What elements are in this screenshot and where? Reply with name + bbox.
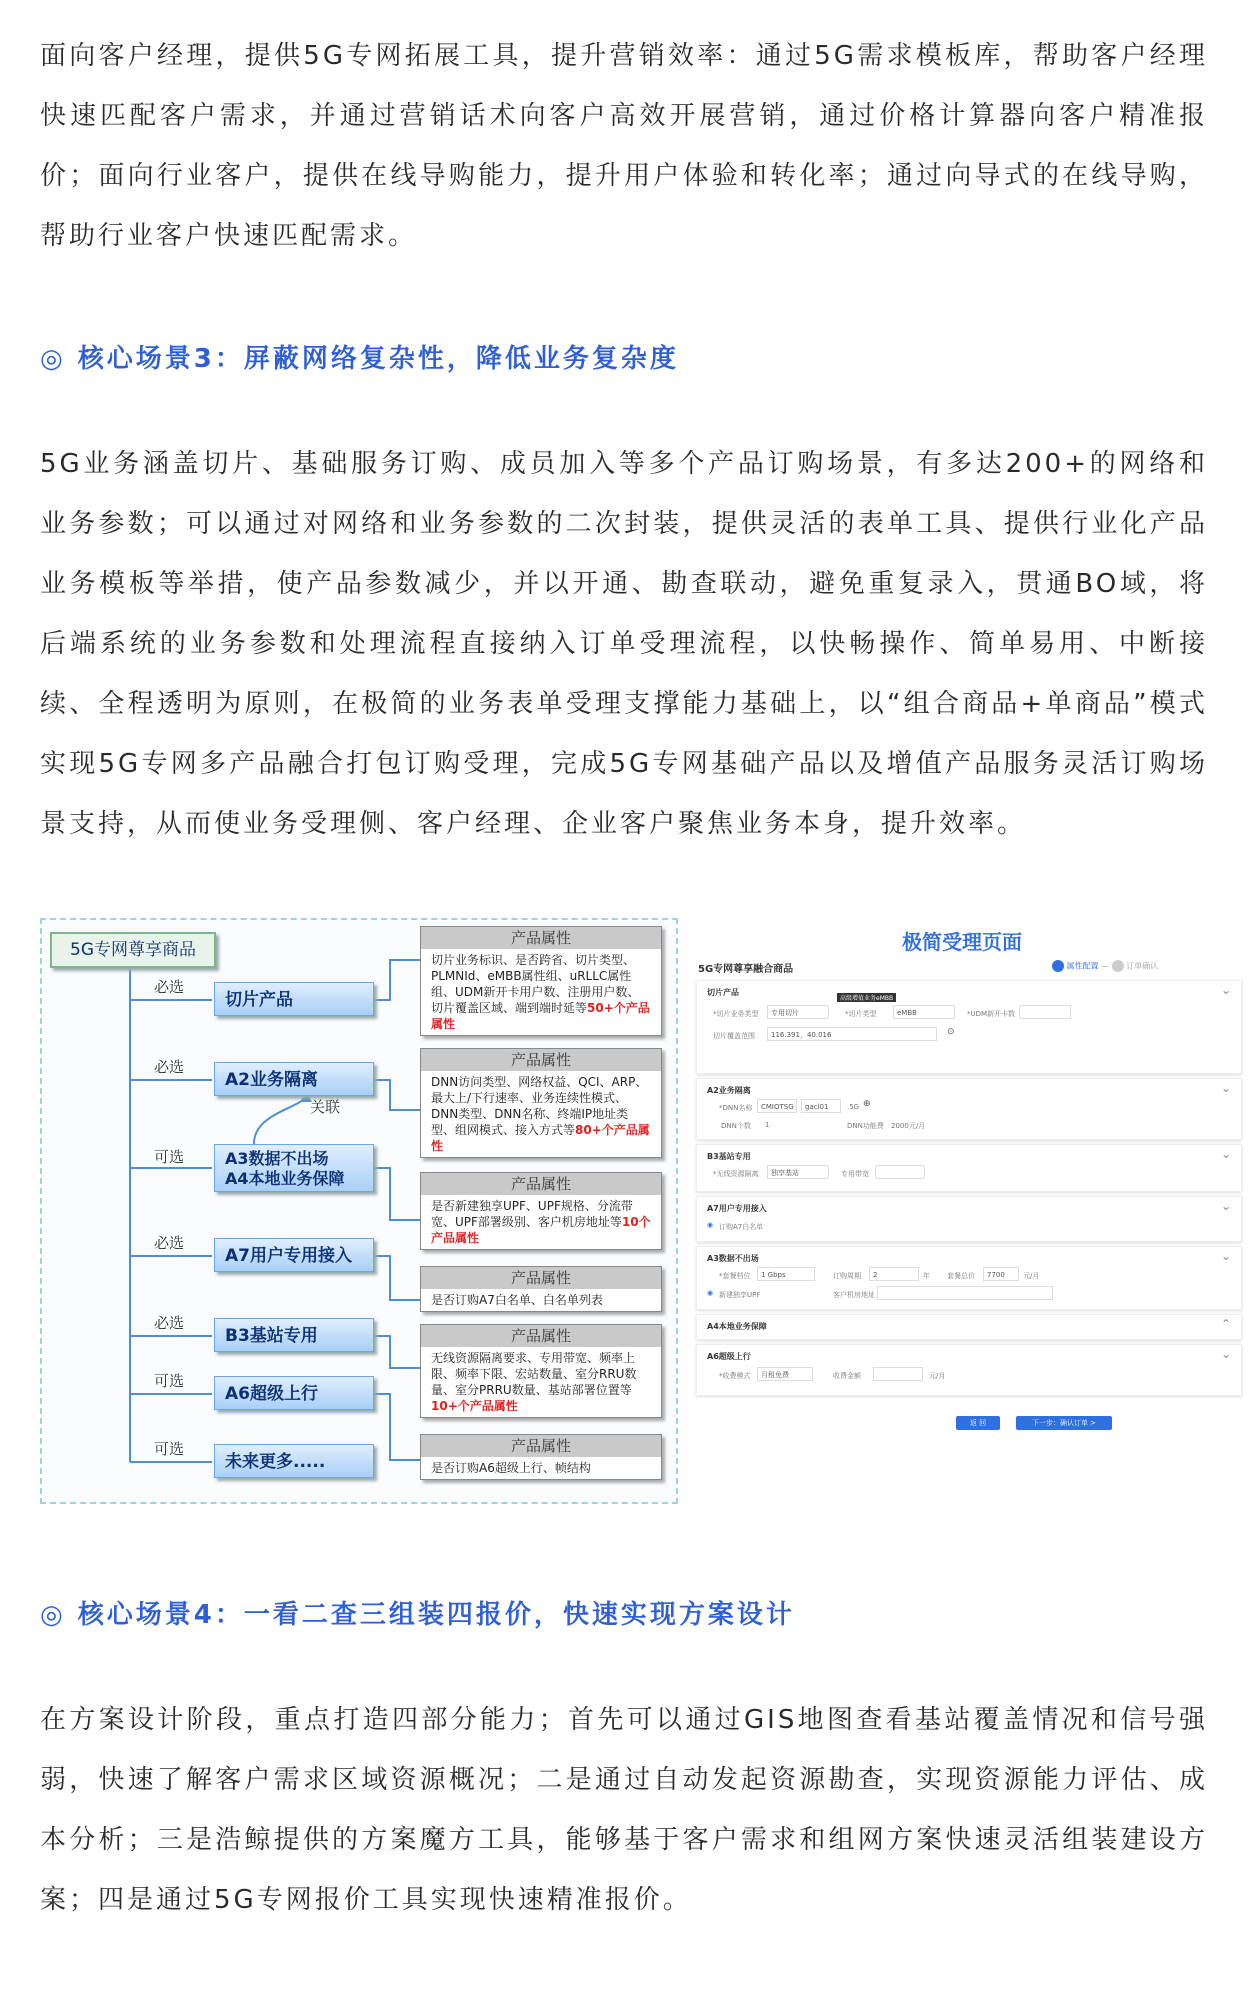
property-box (420, 1266, 662, 1312)
node-a2: A2业务隔离 (214, 1062, 374, 1096)
product-figure (40, 918, 1248, 1504)
property-count: 80+个产品属性 (431, 1123, 650, 1153)
node-a4-label: A4本地业务保障 (225, 1169, 345, 1188)
property-box (420, 1048, 662, 1158)
fee-amount-input[interactable] (873, 1367, 923, 1381)
node-future: 未来更多..... (214, 1444, 374, 1478)
section-a3 (696, 1246, 1242, 1310)
property-box (420, 1434, 662, 1480)
node-a3-label: A3数据不出场 (225, 1149, 329, 1168)
udm-input[interactable] (1019, 1005, 1071, 1019)
section-title: 切片产品 (707, 988, 739, 997)
simple-order-form (692, 918, 1248, 1504)
intro-paragraph: 面向客户经理，提供5G专网拓展工具，提升营销效率：通过5G需求模板库，帮助客户经理快速匹配客户需求，并通过营销话术向客户高效开展营销，通过价格计算器向客户精准报价；面向行业客户，提供在线导购能力，提升用户体验和转化率；通过向导式的在线导购，帮助行业客户快速匹配需求。 (40, 41, 1208, 251)
field-label: 订购周期 (833, 1272, 861, 1280)
property-header: 产品属性 (421, 927, 661, 949)
property-header: 产品属性 (421, 1173, 661, 1195)
link-line (372, 1336, 420, 1368)
scene3-paragraph: 5G业务涵盖切片、基础服务订购、成员加入等多个产品订购场景，有多达200+的网络和业务参数；可以通过对网络和业务参数的二次封装，提供灵活的表单工具、提供行业化产品业务模板等举措，使产品参数减少，并以开通、勘查联动，避免重复录入，贯通BO域，将后端系统的业务参数和处理流程直接纳入订单受理流程，以快畅操作、简单易用、中断接续、全程透明为原则，在极简的业务表单受理支撑能力基础上，以“组合商品+单商品”模式实现5G专网多产品融合打包订购受理，完成5G专网基础产品以及增值产品服务灵活订购场景支持，从而使业务受理侧、客户经理、企业客户聚焦业务本身，提升效率。 (40, 449, 1208, 839)
field-label: 套餐总价 (947, 1272, 975, 1280)
field-label: DNN功能费 (847, 1122, 884, 1130)
property-count: 10个产品属性 (431, 1215, 651, 1245)
property-box (420, 926, 662, 1036)
dnn-fee-value: 2000元/月 (891, 1122, 926, 1130)
period-unit: 年 (923, 1272, 930, 1280)
section-a6 (696, 1344, 1242, 1396)
edge-label: 可选 (154, 1372, 185, 1390)
link-line (372, 1080, 420, 1110)
property-count: 50+个产品属性 (431, 1001, 650, 1031)
form-steps: 属性配置 — 订单确认 (1052, 960, 1158, 972)
section-title: A6超级上行 (707, 1352, 751, 1361)
link-line (372, 1394, 420, 1460)
section-title: A2业务隔离 (707, 1086, 751, 1095)
edge-label: 必选 (154, 1314, 185, 1332)
form-subtitle: 5G专网尊享融合商品 (698, 964, 794, 975)
section-heading-scene4: ◎ 核心场景4：一看二查三组装四报价，快速实现方案设计 (40, 1600, 795, 1630)
node-a7: A7用户专用接入 (214, 1238, 374, 1272)
dnn-suffix: .5G (847, 1103, 860, 1111)
section-a2 (696, 1078, 1242, 1140)
property-header: 产品属性 (421, 1325, 661, 1347)
field-label: 专用带宽 (841, 1170, 869, 1178)
chevron-down-icon[interactable]: ⌄ (1220, 1147, 1231, 1161)
property-box (420, 1172, 662, 1250)
section-slice (696, 980, 1242, 1074)
step-order-confirm[interactable]: 订单确认 (1126, 961, 1159, 971)
chevron-up-icon[interactable]: ⌃ (1220, 1317, 1231, 1331)
price-unit: 元/月 (1023, 1272, 1040, 1280)
edge-label: 可选 (154, 1440, 185, 1458)
back-button[interactable]: 返 回 (956, 1416, 1000, 1430)
next-confirm-button[interactable]: 下一步：确认订单 > (1016, 1416, 1112, 1430)
package-select[interactable]: 1 Gbps (757, 1267, 815, 1281)
property-count: 10+个产品属性 (431, 1399, 518, 1413)
field-label: DNN个数 (721, 1122, 751, 1130)
property-text: 是否订购A7白名单、白名单列表 (431, 1293, 603, 1307)
link-line (372, 1256, 420, 1300)
product-tree-diagram (40, 918, 678, 1504)
property-header: 产品属性 (421, 1049, 661, 1071)
property-header: 产品属性 (421, 1267, 661, 1289)
slice-type-select[interactable]: 专用切片 (767, 1005, 829, 1019)
node-a6: A6超级上行 (214, 1376, 374, 1410)
property-text: 是否订购A6超级上行、帧结构 (431, 1461, 591, 1475)
section-title: A3数据不出场 (707, 1254, 759, 1263)
price-input[interactable]: 7700 (983, 1267, 1019, 1281)
dnn-name-input-2[interactable]: gacl01 (801, 1099, 841, 1113)
upf-option-label: 新建独享UPF (719, 1291, 761, 1299)
property-box (420, 1324, 662, 1418)
chevron-down-icon[interactable]: ⌄ (1220, 1347, 1231, 1361)
field-label: 收费金额 (833, 1372, 861, 1380)
room-address-input[interactable] (877, 1286, 1053, 1300)
step-inactive-icon (1112, 960, 1124, 972)
a7-option-label: 订购A7白名单 (719, 1223, 764, 1231)
section-title: B3基站专用 (707, 1152, 751, 1161)
section-a7 (696, 1196, 1242, 1242)
radio-select[interactable]: 独享基站 (767, 1165, 829, 1179)
property-text: 切片业务标识、是否跨省、切片类型、PLMNId、eMBB属性组、uRLLC属性组、UDM新开卡用户数、注册用户数、切片覆盖区域、端到端时延等 (431, 953, 640, 1015)
scene4-paragraph: 在方案设计阶段，重点打造四部分能力；首先可以通过GIS地图查看基站覆盖情况和信号强弱，快速了解客户需求区域资源概况；二是通过自动发起资源勘查，实现资源能力评估、成本分析；三是浩鲸提供的方案魔方工具，能够基于客户需求和组网方案快速灵活组装建设方案；四是通过5G专网报价工具实现快速精准报价。 (40, 1705, 1208, 1915)
property-text: 无线资源隔离要求、专用带宽、频率上限、频率下限、宏站数量、室分RRU数量、室分PRRU数量、基站部署位置等 (431, 1351, 637, 1397)
root-node: 5G专网尊享商品 (50, 932, 216, 968)
section-a4 (696, 1314, 1242, 1340)
step-attr-config[interactable]: 属性配置 (1066, 961, 1099, 971)
node-b3: B3基站专用 (214, 1318, 374, 1352)
section-title: A7用户专用接入 (707, 1204, 767, 1213)
field-label: *切片业务类型 (713, 1010, 759, 1018)
field-label: *切片类型 (845, 1010, 877, 1018)
relation-arc (254, 1098, 306, 1146)
chevron-down-icon[interactable]: ⌄ (1220, 1249, 1231, 1263)
location-icon[interactable]: ⊙ (947, 1027, 955, 1037)
slice-kind-select[interactable]: eMBB (893, 1005, 955, 1019)
link-line (372, 1168, 420, 1220)
fee-mode-select[interactable]: 月租免费 (757, 1367, 813, 1381)
dnn-name-input[interactable]: CMIOTSG (757, 1099, 797, 1113)
field-label: *UDM新开卡数 (967, 1010, 1016, 1018)
chevron-down-icon[interactable]: ⌄ (1220, 1081, 1231, 1095)
fee-unit: 元/月 (929, 1372, 946, 1380)
field-label: *收费模式 (719, 1372, 751, 1380)
edge-label: 可选 (154, 1148, 185, 1166)
link-line (372, 960, 420, 1000)
form-title: 极简受理页面 (902, 930, 1022, 954)
property-header: 产品属性 (421, 1435, 661, 1457)
add-circle-icon[interactable]: ⊕ (863, 1099, 871, 1109)
field-label: *DNN名称 (719, 1104, 753, 1112)
bandwidth-input[interactable] (875, 1165, 925, 1179)
field-label: 客户机房地址 (833, 1291, 875, 1299)
property-text: 是否新建独享UPF、UPF规格、分流带宽、UPF部署级别、客户机房地址等 (431, 1199, 633, 1229)
tooltip: 高级增值业务eMBB (837, 993, 896, 1002)
step-active-icon (1052, 960, 1064, 972)
relation-label: 关联 (310, 1098, 341, 1116)
field-label: 切片覆盖范围 (713, 1032, 755, 1040)
coverage-input[interactable]: 116.391，40.016 (767, 1027, 937, 1041)
section-b3 (696, 1144, 1242, 1192)
edge-label: 必选 (154, 1234, 185, 1252)
period-input[interactable]: 2 (869, 1267, 919, 1281)
radio-icon[interactable]: ◉ (707, 1221, 714, 1229)
edge-label: 必选 (154, 1058, 185, 1076)
section-heading-scene3: ◎ 核心场景3：屏蔽网络复杂性，降低业务复杂度 (40, 344, 679, 374)
node-a3-a4 (214, 1144, 374, 1192)
dnn-count-value: 1 (765, 1121, 770, 1129)
chevron-down-icon[interactable]: ⌄ (1220, 1199, 1231, 1213)
property-text: DNN访问类型、网络权益、QCI、ARP、最大上/下行速率、业务连续性模式、DNN类型、DNN名称、终端IP地址类型、组网模式、接入方式等 (431, 1075, 648, 1137)
field-label: *套餐档位 (719, 1272, 751, 1280)
node-slice-product: 切片产品 (214, 982, 374, 1016)
radio-icon[interactable]: ◉ (707, 1289, 714, 1297)
section-title: A4本地业务保障 (707, 1322, 767, 1331)
chevron-down-icon[interactable]: ⌄ (1220, 983, 1231, 997)
field-label: *无线资源隔离 (713, 1170, 759, 1178)
edge-label: 必选 (154, 978, 185, 996)
